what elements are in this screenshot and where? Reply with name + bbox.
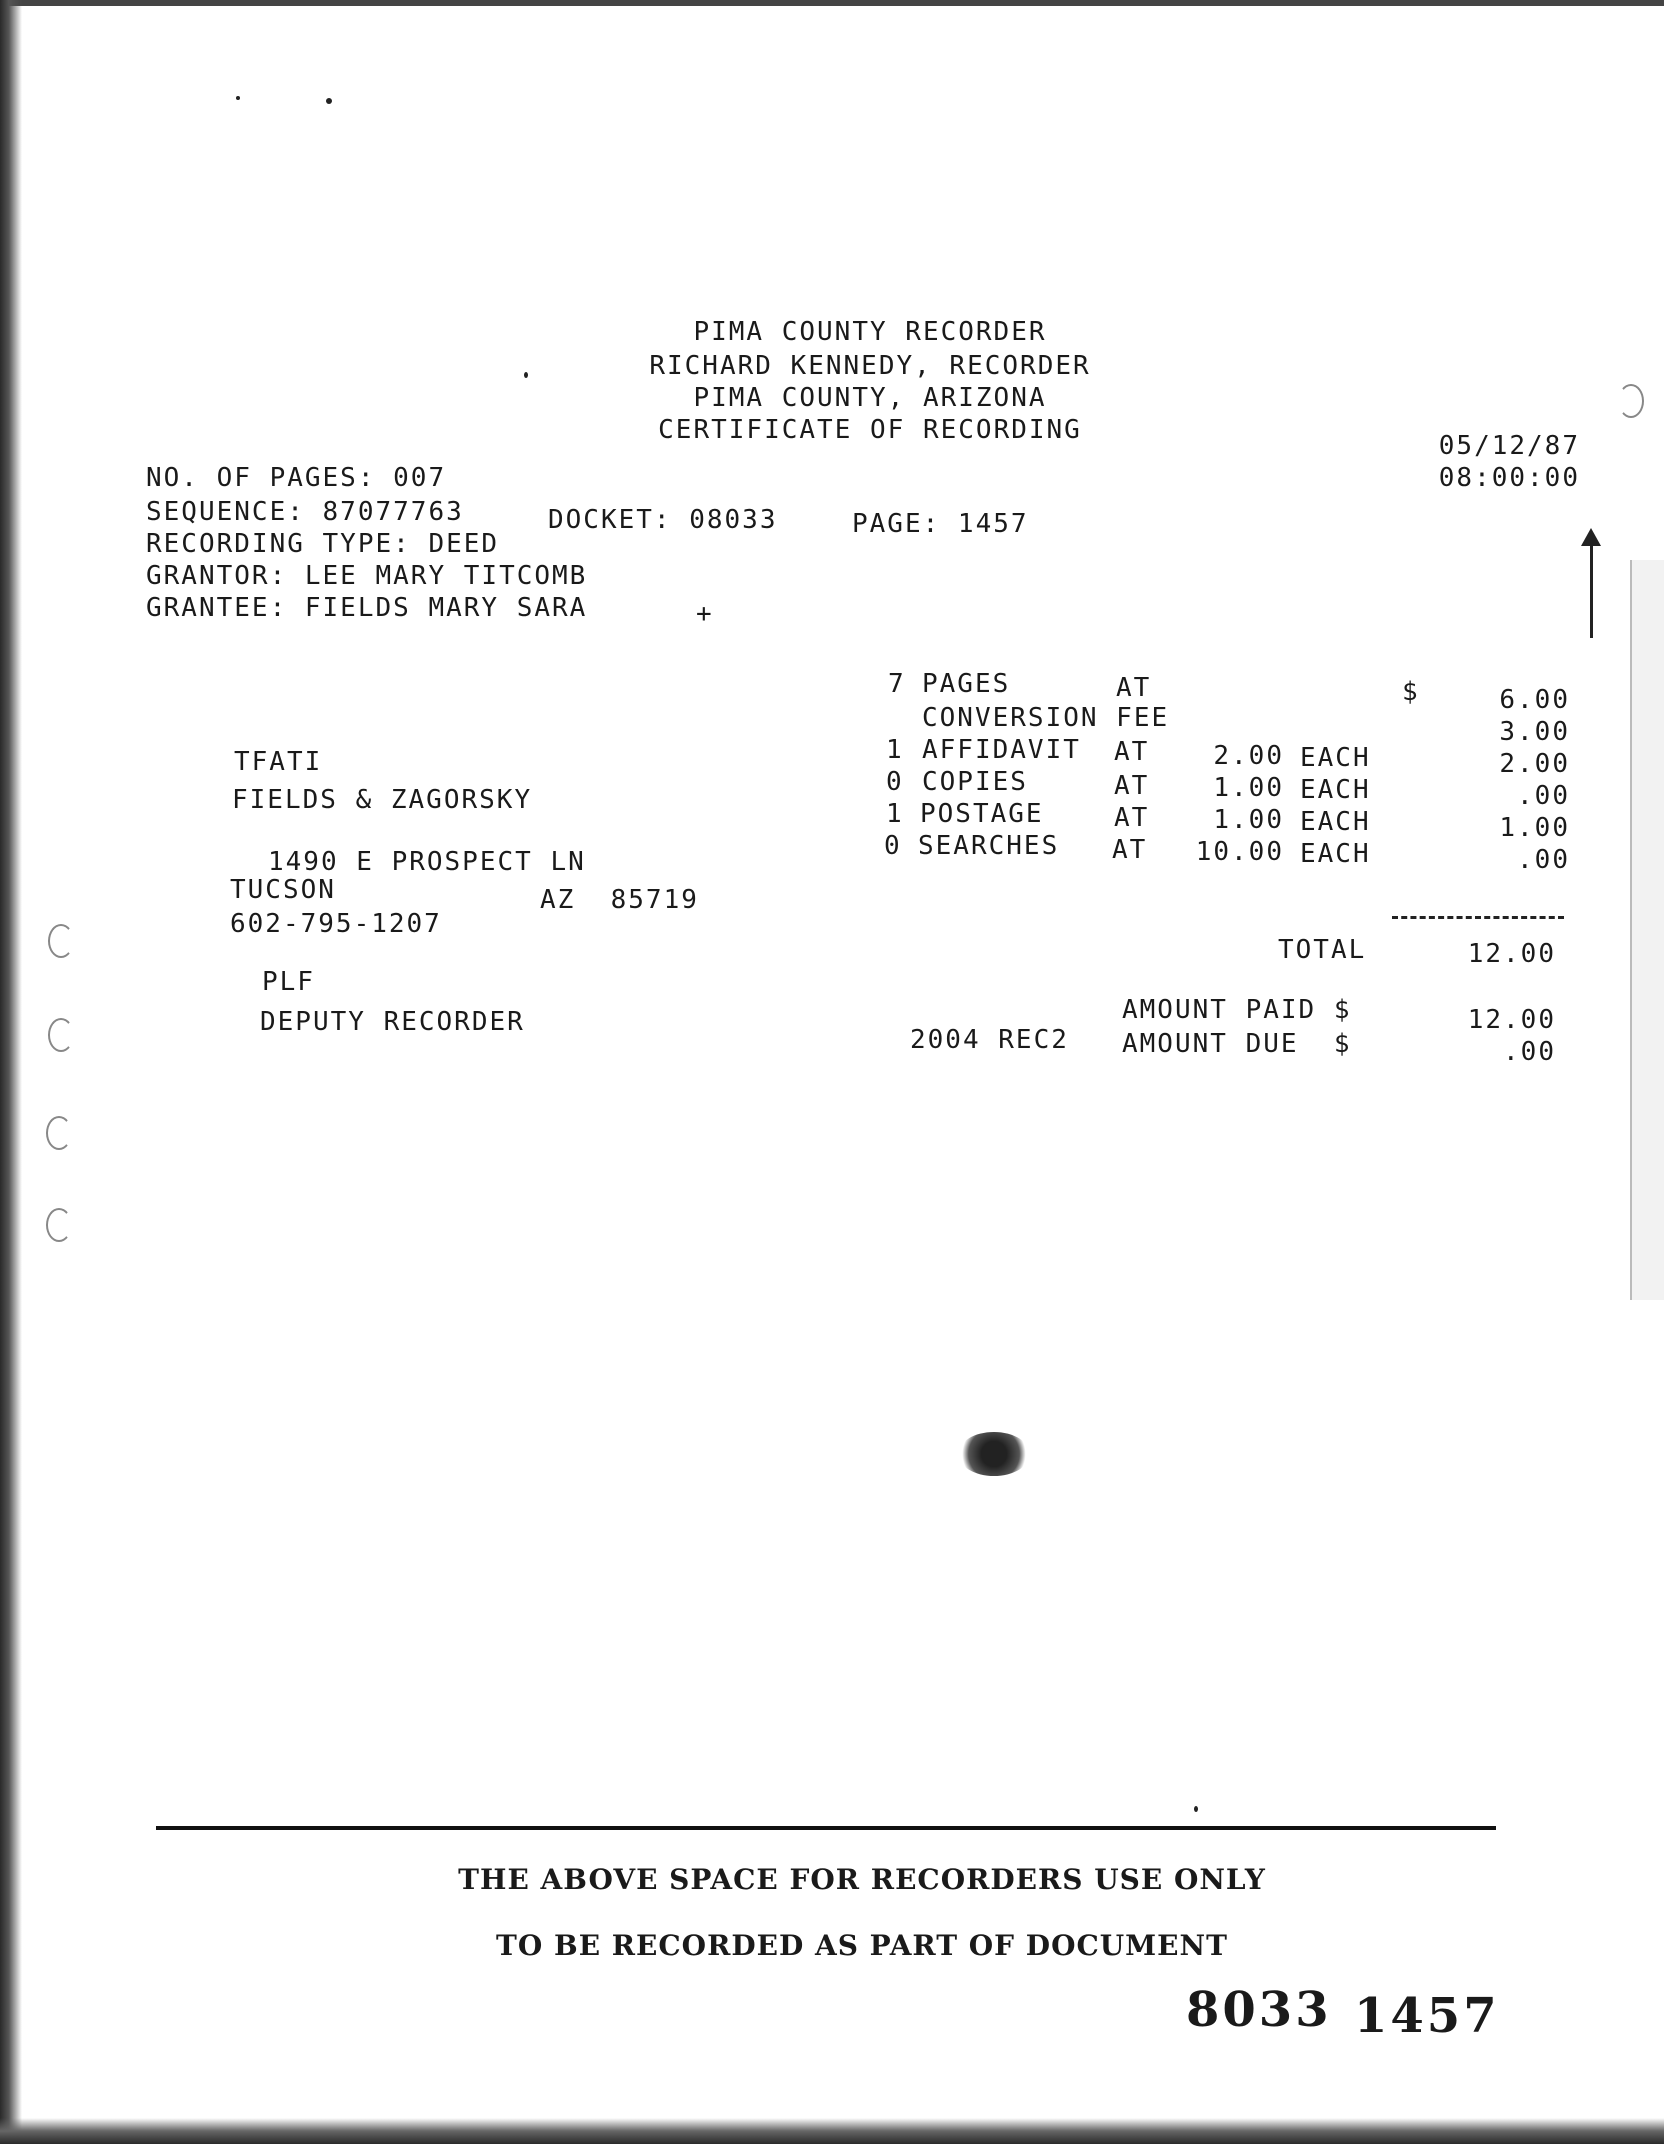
fee-item: POSTAGE	[920, 799, 1044, 829]
fee-at: AT	[1112, 835, 1148, 865]
arrow-shaft	[1590, 540, 1593, 638]
fee-at: AT	[1114, 771, 1150, 801]
fee-each: EACH	[1300, 775, 1371, 805]
divider-line	[156, 1826, 1496, 1830]
ink-blot	[958, 1432, 1030, 1476]
footer-page-number: 1457	[1354, 1988, 1500, 2044]
speck	[326, 98, 332, 104]
total-separator	[1392, 916, 1564, 919]
plus-mark: +	[696, 599, 714, 629]
punch-hole-mark	[48, 1018, 74, 1052]
punch-hole-mark	[46, 1116, 72, 1150]
fee-item: SEARCHES	[918, 831, 1060, 861]
total-label: TOTAL	[1278, 935, 1367, 965]
address-firm: FIELDS & ZAGORSKY	[232, 785, 533, 815]
address-state-zip: AZ 85719	[540, 885, 699, 915]
header-certificate-title: CERTIFICATE OF RECORDING	[658, 415, 1082, 445]
recording-time: 08:00:00	[1438, 463, 1580, 493]
grantor: GRANTOR: LEE MARY TITCOMB	[146, 561, 588, 591]
page-number: PAGE: 1457	[852, 509, 1029, 539]
footer-recorders-use: THE ABOVE SPACE FOR RECORDERS USE ONLY	[458, 1863, 1266, 1896]
scan-edge-bottom	[0, 2118, 1664, 2144]
header-county-state: PIMA COUNTY, ARIZONA	[693, 383, 1047, 413]
address-phone: 602-795-1207	[230, 909, 442, 939]
fee-amount: 2.00	[1499, 749, 1570, 779]
fee-rate: 1.00	[1213, 805, 1284, 835]
recording-type: RECORDING TYPE: DEED	[146, 529, 500, 559]
speck	[524, 372, 528, 378]
fee-currency: $	[1402, 677, 1420, 707]
scan-edge-left	[0, 0, 22, 2144]
fee-each: EACH	[1300, 743, 1371, 773]
punch-hole-mark	[48, 924, 74, 958]
fee-amount: 1.00	[1499, 813, 1570, 843]
station-id: 2004 REC2	[910, 1025, 1069, 1055]
amount-due: .00	[1503, 1037, 1556, 1067]
footer-recorded-part: TO BE RECORDED AS PART OF DOCUMENT	[496, 1929, 1228, 1962]
recording-date: 05/12/87	[1438, 431, 1580, 461]
sequence-number: SEQUENCE: 87077763	[146, 497, 464, 527]
address-line-1: TFATI	[234, 747, 323, 777]
fee-qty: 0	[884, 831, 902, 861]
punch-hole-mark	[46, 1208, 72, 1242]
fee-each: EACH	[1300, 839, 1371, 869]
fee-rate: 10.00	[1195, 837, 1284, 867]
fee-amount: .00	[1517, 781, 1570, 811]
header-recorder-name: RICHARD KENNEDY, RECORDER	[649, 351, 1091, 381]
speck	[236, 96, 240, 100]
address-street: 1490 E PROSPECT LN	[268, 847, 586, 877]
amount-due-label: AMOUNT DUE $	[1122, 1029, 1352, 1059]
fee-each: EACH	[1300, 807, 1371, 837]
total-amount: 12.00	[1467, 939, 1556, 969]
number-of-pages: NO. OF PAGES: 007	[146, 463, 447, 493]
header-recorder-office: PIMA COUNTY RECORDER	[693, 317, 1047, 347]
fee-item: CONVERSION FEE	[922, 703, 1170, 733]
fee-at: AT	[1114, 803, 1150, 833]
punch-hole-mark	[1618, 384, 1644, 418]
fee-qty: 7	[888, 669, 906, 699]
fee-item: COPIES	[922, 767, 1028, 797]
address-city: TUCSON	[230, 875, 336, 905]
side-margin-strip	[1630, 560, 1664, 1300]
fee-rate: 1.00	[1213, 773, 1284, 803]
amount-paid-label: AMOUNT PAID $	[1122, 995, 1352, 1025]
footer-docket-number: 8033	[1186, 1982, 1332, 2038]
fee-qty: 1	[886, 799, 904, 829]
fee-rate: 2.00	[1213, 741, 1284, 771]
grantee: GRANTEE: FIELDS MARY SARA	[146, 593, 588, 623]
fee-item: PAGES	[922, 669, 1011, 699]
fee-at: AT	[1114, 737, 1150, 767]
fee-at: AT	[1116, 673, 1152, 703]
docket-number: DOCKET: 08033	[548, 505, 778, 535]
fee-amount: .00	[1517, 845, 1570, 875]
deputy-initials: PLF	[262, 967, 315, 997]
fee-item: AFFIDAVIT	[922, 735, 1081, 765]
scan-edge-top	[0, 0, 1664, 6]
fee-amount: 6.00	[1499, 685, 1570, 715]
fee-qty: 0	[886, 767, 904, 797]
deputy-title: DEPUTY RECORDER	[260, 1007, 525, 1037]
speck	[1194, 1806, 1198, 1812]
fee-qty: 1	[886, 735, 904, 765]
amount-paid: 12.00	[1467, 1005, 1556, 1035]
fee-amount: 3.00	[1499, 717, 1570, 747]
